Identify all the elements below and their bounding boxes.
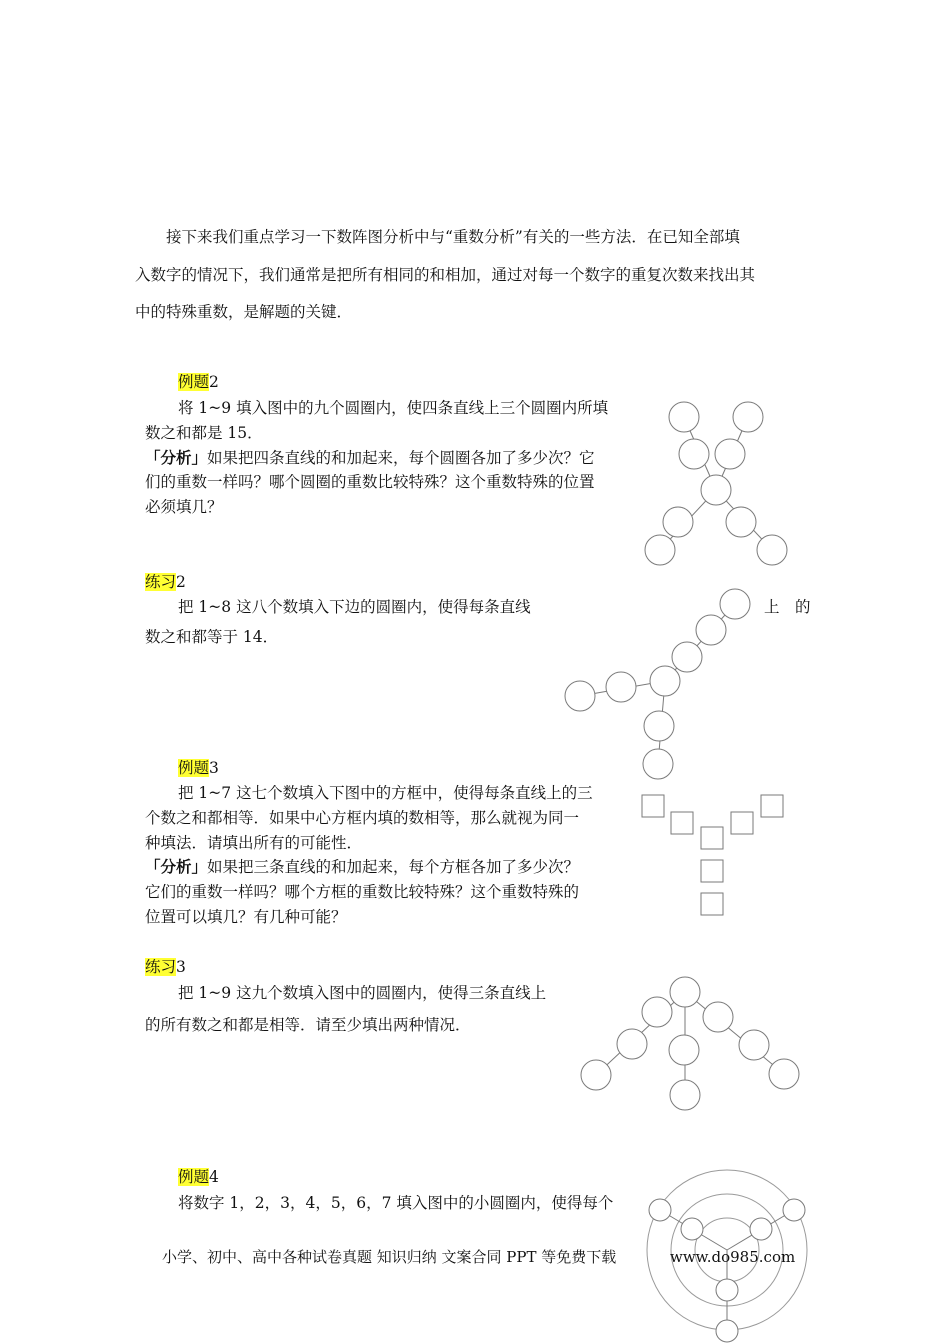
circle-node — [750, 1218, 772, 1240]
example-3-analysis-2: 它们的重数一样吗？哪个方框的重数比较特殊？这个重数特殊的 — [145, 883, 580, 901]
analysis-tag: 「分析」 — [145, 858, 208, 876]
example-tag: 例题 — [178, 373, 210, 391]
analysis-tag: 「分析」 — [145, 449, 208, 467]
practice-tag: 练习 — [145, 573, 177, 591]
example-3-line-1: 把 1~7 这七个数填入下图中的方框中，使得每条直线上的三 — [178, 784, 593, 802]
example-3-analysis-3: 位置可以填几？有几种可能？ — [145, 908, 347, 926]
practice-2-line-1-tail: 上 的 — [764, 598, 811, 616]
practice-2-line-1: 把 1~8 这八个数填入下边的圆圈内，使得每条直线 — [178, 598, 531, 616]
example-2-analysis-3: 必须填几？ — [145, 498, 223, 516]
example-3-line-2: 个数之和都相等．如果中心方框内填的数相等，那么就视为同一 — [145, 809, 580, 827]
practice-3-line-1: 把 1~9 这九个数填入图中的圆圈内，使得三条直线上 — [178, 984, 547, 1002]
circle-node — [783, 1199, 805, 1221]
circle-node — [681, 1218, 703, 1240]
circle-node — [649, 1199, 671, 1221]
practice-2-line-2: 数之和都等于 14． — [145, 628, 279, 646]
example-2-line-1: 将 1~9 填入图中的九个圆圈内，使四条直线上三个圆圈内所填 — [178, 399, 609, 417]
example-tag: 例题 — [178, 1168, 210, 1186]
example-2-line-2: 数之和都是 15． — [145, 424, 263, 442]
footer-text: 小学、初中、高中各种试卷真题 知识归纳 文案合同 PPT 等免费下载 — [162, 1248, 617, 1266]
circle-node — [716, 1279, 738, 1301]
example-4-line-1: 将数字 1，2，3，4，5，6，7 填入图中的小圆圈内，使得每个 — [178, 1194, 614, 1212]
circle-node — [716, 1320, 738, 1342]
example-number: 4 — [209, 1168, 219, 1186]
intro-line-1: 接下来我们重点学习一下数阵图分析中与“重数分析”有关的一些方法．在已知全部填 — [166, 228, 740, 246]
example-number: 2 — [209, 373, 219, 391]
example-tag: 例题 — [178, 759, 210, 777]
intro-line-2: 入数字的情况下，我们通常是把所有相同的和相加，通过对每一个数字的重复次数来找出其 — [135, 266, 756, 284]
example-number: 3 — [209, 759, 219, 777]
practice-3-line-2: 的所有数之和都是相等．请至少填出两种情况． — [145, 1016, 471, 1034]
footer-url[interactable]: www.do985.com — [670, 1248, 796, 1266]
analysis-text: 如果把三条直线的和加起来，每个方框各加了多少次？ — [207, 858, 580, 876]
analysis-text: 如果把四条直线的和加起来，每个圆圈各加了多少次？它 — [207, 449, 595, 467]
practice-number: 2 — [176, 573, 186, 591]
practice-number: 3 — [176, 958, 186, 976]
example-3-line-3: 种填法．请填出所有的可能性． — [145, 834, 363, 852]
example-2-analysis-2: 们的重数一样吗？哪个圆圈的重数比较特殊？这个重数特殊的位置 — [145, 473, 595, 491]
practice-tag: 练习 — [145, 958, 177, 976]
intro-line-3: 中的特殊重数，是解题的关键． — [135, 303, 353, 321]
